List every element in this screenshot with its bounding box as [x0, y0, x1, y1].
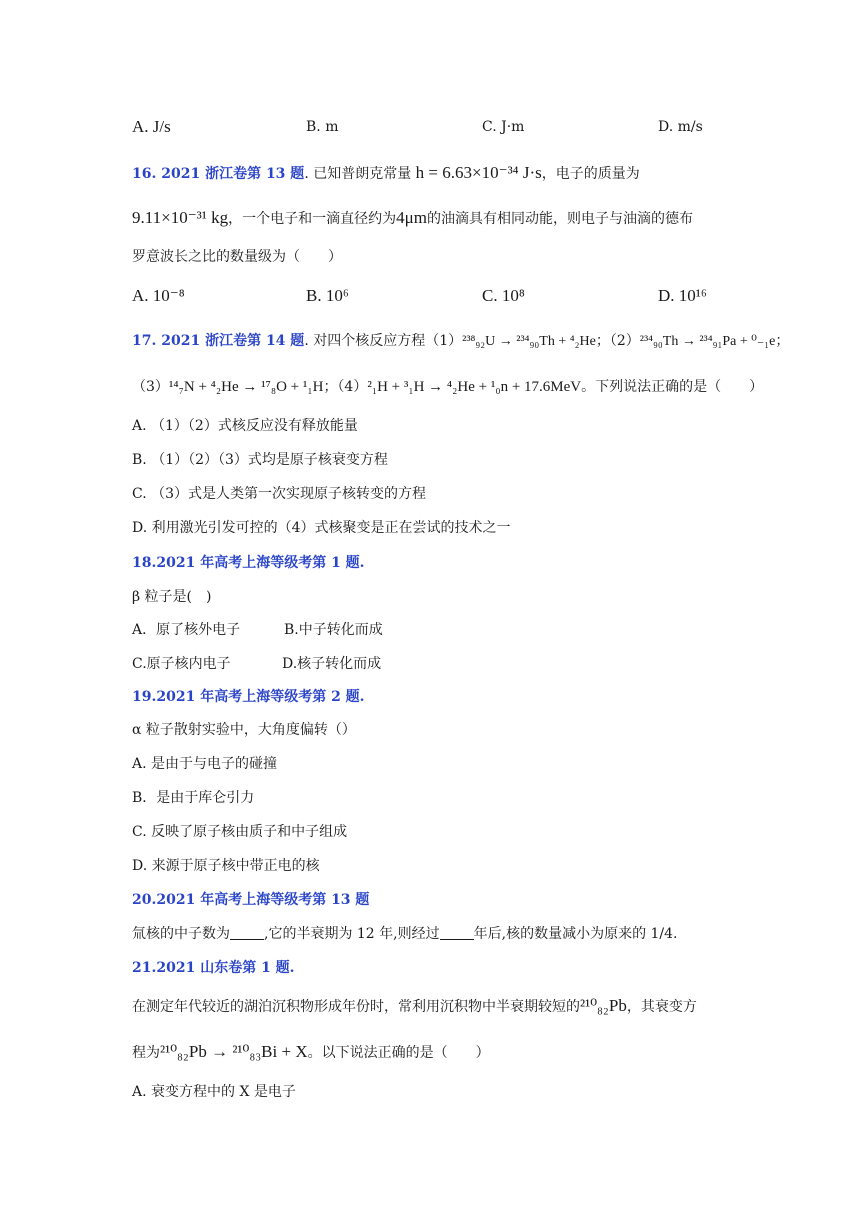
- q16-text: ，一个电子和一滴直径约为: [228, 211, 397, 227]
- q17-equation-3: ¹⁴₇N + ⁴₂He → ¹⁷₈O + ¹₁H: [168, 379, 324, 395]
- q15-option-c: C. J·m: [482, 119, 525, 135]
- q19-option-c: C. 反映了原子核由质子和中子组成: [132, 824, 348, 840]
- q15-option-d: D. m/s: [658, 119, 703, 135]
- q16-option-d: D. 10¹⁶: [658, 286, 707, 305]
- q20-text: ,它的半衰期为 12 年,则经过: [264, 926, 440, 942]
- q16-title: 16. 2021 浙江卷第 13 题: [132, 166, 305, 182]
- q20-text: 年后,核的数量减小为原来的 1/4.: [473, 926, 678, 942]
- q18-option-d: D.核子转化而成: [282, 656, 382, 672]
- q17-text: （3）: [132, 379, 169, 395]
- q17-equation-2: ²³⁴₉₀Th → ²³⁴₉₁Pa + ⁰₋₁e: [639, 334, 776, 349]
- q16-line2: [132, 208, 693, 229]
- q17-line2: [132, 377, 763, 397]
- q19-stem: α 粒子散射实验中，大角度偏转（）: [132, 722, 356, 738]
- q18-stem: β 粒子是( ): [132, 589, 212, 605]
- q17-title: 17. 2021 浙江卷第 14 题: [132, 333, 305, 349]
- q21-line2: [132, 1042, 490, 1063]
- q16-line1: [132, 163, 640, 184]
- q16-text: 的油滴具有相同动能，则电子与油滴的德布: [426, 211, 693, 227]
- q18-option-a: A．原了核外电子: [132, 622, 241, 638]
- q15-option-a: A. J/s: [132, 117, 171, 136]
- q19-option-d: D. 来源于原子核中带正电的核: [132, 858, 320, 874]
- q20-title: 20.2021 年高考上海等级考第 13 题: [132, 892, 370, 908]
- q16-line3: 罗意波长之比的数量级为（ ）: [132, 249, 342, 265]
- q17-equation-1: ²³⁸₉₂U → ²³⁴₉₀Th + ⁴₂He: [462, 334, 596, 349]
- q21-text: ，其衰变方: [626, 999, 697, 1015]
- q18-title: 18.2021 年高考上海等级考第 1 题.: [132, 555, 365, 571]
- q15-option-b: B. m: [306, 119, 339, 135]
- q16-text: ，电子的质量为: [541, 166, 640, 182]
- q18-option-b: B.中子转化而成: [284, 622, 383, 638]
- q17-text: ；: [775, 333, 790, 349]
- q17-text: ；（4）: [323, 379, 368, 395]
- q20-text: 氚核的中子数为: [132, 926, 230, 942]
- q16-option-b: B. 10⁶: [306, 286, 349, 305]
- q16-text: . 已知普朗克常量: [304, 166, 412, 182]
- q21-text: 程为: [132, 1045, 160, 1061]
- q17-text: 。下列说法正确的是（ ）: [581, 379, 764, 395]
- q17-option-d: D. 利用激光引发可控的（4）式核聚变是正在尝试的技术之一: [132, 520, 511, 536]
- q17-option-c: C. （3）式是人类第一次实现原子核转变的方程: [132, 486, 427, 502]
- q21-title: 21.2021 山东卷第 1 题.: [132, 960, 295, 976]
- q17-option-a: A. （1）（2）式核反应没有释放能量: [132, 418, 358, 434]
- q17-option-b: B. （1）（2）（3）式均是原子核衰变方程: [132, 452, 388, 468]
- q19-title: 19.2021 年高考上海等级考第 2 题.: [132, 689, 365, 705]
- q17-text: ；（2）: [595, 333, 640, 349]
- q20-blank-years[interactable]: [440, 925, 474, 940]
- q17-equation-4: ²₁H + ³₁H → ⁴₂He + ¹₀n + 17.6MeV: [367, 379, 582, 395]
- q19-option-b: B．是由于库仑引力: [132, 790, 255, 806]
- q20-blank-neutron[interactable]: [230, 925, 264, 940]
- q21-text: 。以下说法正确的是（ ）: [307, 1045, 490, 1061]
- q17-line1: [132, 331, 789, 352]
- q21-text: 在测定年代较近的湖泊沉积物形成年份时，常利用沉积物中半衰期较短的: [132, 999, 580, 1015]
- q21-equation: ²¹⁰₈₂Pb → ²¹⁰₈₃Bi + X: [160, 1042, 308, 1061]
- q19-option-a: A. 是由于与电子的碰撞: [132, 756, 278, 772]
- q20-line: [132, 924, 678, 944]
- q16-diameter: 4μm: [396, 208, 427, 227]
- q16-mass-formula: 9.11×10⁻³¹ kg: [132, 208, 229, 227]
- q16-option-c: C. 10⁸: [482, 286, 525, 305]
- q21-option-a: A. 衰变方程中的 X 是电子: [132, 1084, 296, 1100]
- q21-line1: [132, 996, 697, 1017]
- q17-text: . 对四个核反应方程（1）: [304, 333, 463, 349]
- q21-pb-isotope: ²¹⁰₈₂Pb: [580, 996, 627, 1015]
- q18-option-c: C.原子核内电子: [132, 656, 231, 672]
- q16-option-a: A. 10⁻⁸: [132, 286, 185, 305]
- q16-planck-formula: h = 6.63×10⁻³⁴ J·s: [415, 163, 542, 182]
